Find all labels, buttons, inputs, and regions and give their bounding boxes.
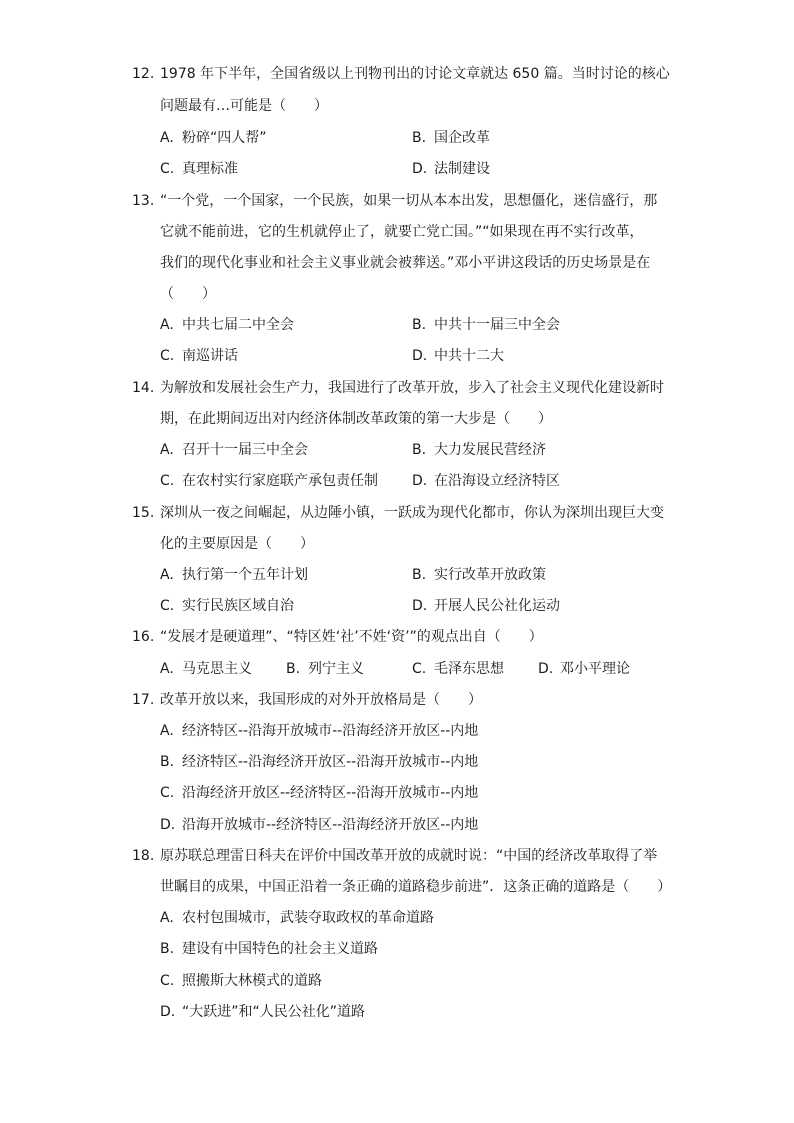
- option-d[interactable]: D. 开展人民公社化运动: [412, 598, 560, 614]
- option-c[interactable]: C. 照搬斯大林模式的道路: [160, 973, 322, 989]
- question-text: 问题最有…可能是（ ）: [160, 98, 328, 114]
- option-b[interactable]: B. 大力发展民营经济: [412, 442, 546, 458]
- option-a[interactable]: A. 马克思主义: [160, 661, 252, 677]
- question-text: 为解放和发展社会生产力，我国进行了改革开放，步入了社会主义现代化建设新时: [160, 380, 664, 396]
- option-d[interactable]: D. 在沿海设立经济特区: [412, 473, 560, 489]
- option-a[interactable]: A. 召开十一届三中全会: [160, 442, 308, 458]
- option-b[interactable]: B. 列宁主义: [286, 661, 364, 677]
- question-number: 13.: [132, 193, 155, 209]
- question-text: 世瞩目的成果，中国正沿着一条正确的道路稳步前进”．这条正确的道路是（ ）: [160, 879, 672, 895]
- question-number: 12.: [132, 66, 155, 82]
- option-a[interactable]: A. 中共七届二中全会: [160, 317, 294, 333]
- question-text: “一个党，一个国家，一个民族，如果一切从本本出发，思想僵化，迷信盛行，那: [160, 193, 658, 209]
- option-d[interactable]: D. 中共十二大: [412, 348, 504, 364]
- question-number: 17.: [132, 692, 155, 708]
- option-b[interactable]: B. 经济特区--沿海经济开放区--沿海开放城市--内地: [160, 754, 479, 770]
- question-text: 深圳从一夜之间崛起，从边陲小镇，一跃成为现代化都市，你认为深圳出现巨大变: [160, 505, 664, 521]
- question-text: 原苏联总理雷日科夫在评价中国改革开放的成就时说：“中国的经济改革取得了举: [160, 848, 658, 864]
- option-c[interactable]: C. 沿海经济开放区--经济特区--沿海开放城市--内地: [160, 785, 479, 801]
- option-b[interactable]: B. 建设有中国特色的社会主义道路: [160, 941, 378, 957]
- option-a[interactable]: A. 粉碎“四人帮”: [160, 130, 267, 146]
- option-d[interactable]: D. 沿海开放城市--经济特区--沿海经济开放区--内地: [160, 817, 479, 833]
- question-text: （ ）: [160, 286, 216, 302]
- question-text: 它就不能前进，它的生机就停止了，就要亡党亡国。”“如果现在再不实行改革，: [160, 224, 644, 240]
- option-a[interactable]: A. 农村包围城市，武装夺取政权的革命道路: [160, 910, 434, 926]
- option-c[interactable]: C. 实行民族区域自治: [160, 598, 294, 614]
- option-b[interactable]: B. 实行改革开放政策: [412, 567, 546, 583]
- question-text: 化的主要原因是（ ）: [160, 536, 314, 552]
- question-text: “发展才是硬道理”、“特区姓‘社’不姓‘资’”的观点出自（ ）: [160, 629, 543, 645]
- question-number: 18.: [132, 848, 155, 864]
- option-c[interactable]: C. 南巡讲话: [160, 348, 238, 364]
- option-c[interactable]: C. 真理标准: [160, 161, 238, 177]
- option-b[interactable]: B. 国企改革: [412, 130, 490, 146]
- question-number: 16.: [132, 629, 155, 645]
- option-d[interactable]: D. 法制建设: [412, 161, 490, 177]
- question-number: 15.: [132, 505, 155, 521]
- option-a[interactable]: A. 执行第一个五年计划: [160, 567, 308, 583]
- question-text: 1978 年下半年，全国省级以上刊物刊出的讨论文章就达 650 篇。当时讨论的核心: [160, 66, 670, 82]
- option-a[interactable]: A. 经济特区--沿海开放城市--沿海经济开放区--内地: [160, 723, 479, 739]
- question-number: 14.: [132, 380, 155, 396]
- option-d[interactable]: D. 邓小平理论: [538, 661, 630, 677]
- question-text: 期，在此期间迈出对内经济体制改革政策的第一大步是（ ）: [160, 411, 552, 427]
- option-c[interactable]: C. 在农村实行家庭联产承包责任制: [160, 473, 378, 489]
- question-text: 改革开放以来，我国形成的对外开放格局是（ ）: [160, 692, 482, 708]
- question-text: 我们的现代化事业和社会主义事业就会被葬送。”邓小平讲这段话的历史场景是在: [160, 255, 651, 271]
- option-c[interactable]: C. 毛泽东思想: [412, 661, 504, 677]
- option-b[interactable]: B. 中共十一届三中全会: [412, 317, 560, 333]
- option-d[interactable]: D. “大跃进”和“人民公社化”道路: [160, 1004, 366, 1020]
